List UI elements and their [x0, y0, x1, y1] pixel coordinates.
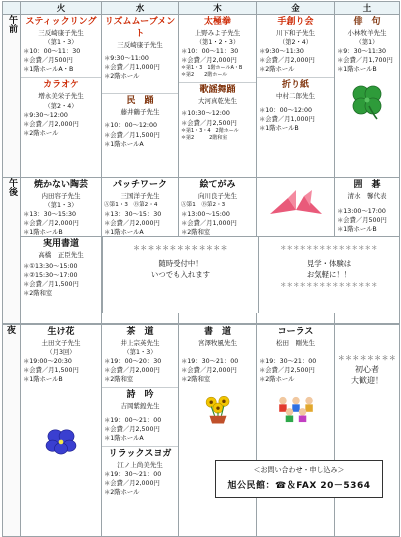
class-fee: ＊会費／月2,000円	[104, 367, 160, 375]
period-evening: 夜	[3, 325, 21, 537]
evening-wed	[102, 325, 179, 537]
class-time: ＊10:30～12:00	[181, 110, 230, 118]
class-teacher: 小林牧羊先生	[347, 29, 387, 37]
evening-thu	[179, 325, 257, 537]
class-place: ＊2階和室	[181, 376, 211, 384]
class-fee: ＊会費／月1,500円	[23, 281, 79, 289]
evening-sat	[335, 325, 400, 537]
enrollment-notice	[102, 236, 258, 313]
sunflower-pot-icon	[201, 393, 235, 425]
class-place: ＊第2 2階ホール	[181, 72, 228, 79]
class-fee: ＊会費／月1,000円	[259, 115, 315, 123]
class-time: ＊9：30～11:30	[337, 48, 387, 56]
class-fee: ＊会費／月1,700円	[337, 57, 393, 65]
class-place: ＊1階ホールB	[337, 66, 377, 74]
class-title: 囲 碁	[353, 180, 381, 190]
beginners-welcome	[335, 353, 399, 386]
class-teacher: 向川良子先生	[198, 192, 237, 200]
class-title: 太極拳	[203, 17, 231, 27]
class-title: コーラス	[277, 327, 314, 337]
class-fee: ＊会費／月500円	[23, 57, 73, 65]
class-fee: ＊会費／月500円	[337, 217, 387, 225]
class-week: Ⓐ第1 Ⓑ第2・3	[181, 202, 226, 209]
class-week: （第1・3）	[44, 202, 78, 210]
class-title: 焼かない陶芸	[33, 180, 88, 190]
class-time: ＊19:00～20:30	[23, 358, 72, 366]
class-time: ＊10：00～12:00	[259, 106, 313, 114]
class-time: ＊19：30～21：00	[181, 358, 239, 366]
class-teacher: 松田 剛先生	[276, 339, 315, 347]
class-title: 俳 句	[353, 17, 381, 27]
morning-wed	[102, 15, 179, 178]
notice-line-2: いつでも入れます	[150, 270, 211, 279]
class-teacher: 井上宗英先生	[120, 339, 160, 347]
period-morning: 午前	[3, 15, 21, 178]
class-chorus	[257, 325, 334, 385]
class-title: 茶 道	[126, 327, 154, 337]
class-time: ＊10：00～11：30	[23, 48, 81, 56]
class-place: ＊1階ホールB	[23, 229, 63, 237]
chorus-children-icon	[275, 395, 317, 423]
class-time: ＊13：30～15:30	[23, 211, 77, 219]
origami-crane-icon	[266, 188, 326, 222]
notice-line-2: お気軽に！！	[306, 270, 352, 279]
class-title: 生け花	[47, 327, 75, 337]
class-shigin	[102, 387, 178, 443]
class-time: ＊10：00～12:00	[104, 122, 158, 130]
class-place: ＊第1・3 1階ホールA・B	[181, 65, 243, 72]
class-place: ＊1階ホールB	[259, 124, 299, 132]
class-title: 手創り会	[277, 17, 314, 27]
class-title: リラックスヨガ	[108, 448, 172, 459]
class-title: 歌謡舞踊	[199, 85, 236, 96]
class-time: ＊9:30～11:30	[259, 48, 304, 56]
class-place: ＊2階ホール	[259, 66, 295, 74]
class-fee: ＊会費／月1,500円	[23, 367, 79, 375]
day-thu: 木	[179, 2, 257, 15]
class-week: （第2・4）	[278, 39, 313, 47]
class-fee: ＊会費／月2,500円	[104, 425, 160, 433]
class-teacher: 中村二郎先生	[276, 92, 315, 101]
class-teacher: 吉岡紫鍠先生	[120, 402, 160, 411]
day-wed: 水	[102, 2, 179, 15]
beginners-line: 初心者	[355, 365, 379, 374]
stars-divider: ＊＊＊＊＊＊＊＊＊＊＊＊＊	[133, 244, 228, 252]
class-fee: ＊会費／月2,500円	[181, 119, 237, 127]
class-week: （第1・3）	[44, 39, 78, 47]
class-time: ＊19：00～21：00	[104, 416, 162, 424]
class-stick-ring	[21, 15, 101, 75]
class-week: （第1・3）	[123, 349, 157, 357]
class-title: パッチワーク	[112, 180, 167, 190]
class-go	[335, 178, 399, 235]
class-practical-calligraphy	[21, 236, 101, 313]
class-fee: ＊会費／月1,000円	[181, 220, 237, 228]
class-title: リズムムーブメント	[104, 17, 176, 39]
corner-cell	[3, 2, 21, 15]
class-title: スティックリング	[25, 17, 97, 27]
class-time: ＊13:00～15:00	[181, 211, 230, 219]
notice-line-1: 随時受付中！	[158, 259, 203, 268]
class-relax-yoga	[102, 446, 178, 498]
class-tai-chi	[179, 15, 256, 80]
class-title: 実用書道	[42, 239, 79, 249]
class-place: ＊2階ホール	[104, 73, 140, 81]
class-place: ＊1階ホールA	[104, 229, 144, 237]
class-fee: ＊会費／月2,000円	[23, 220, 79, 228]
morning-thu	[179, 15, 257, 178]
class-place: ＊1階ホールA	[104, 434, 144, 442]
class-origami	[257, 77, 334, 133]
violet-flower-icon	[44, 427, 78, 455]
class-fee: ＊会費／月2,000円	[104, 480, 160, 488]
class-fee: ＊会費／月2,000円	[23, 120, 79, 128]
class-haiku	[335, 15, 399, 75]
contact-box	[215, 460, 383, 498]
class-title: 書 道	[203, 327, 231, 337]
class-time: ＊②15:30～17:00	[23, 272, 78, 280]
class-kayo-dance	[179, 82, 256, 142]
class-place: ＊2階ホール	[23, 129, 59, 137]
stars-divider: ＊＊＊＊＊＊＊＊＊＊＊＊＊＊＊	[280, 245, 378, 252]
class-place: ＊1階ホールB	[23, 376, 63, 384]
class-time: ＊①13:30～15:00	[23, 263, 78, 271]
class-place: ＊2階和室	[104, 376, 134, 384]
class-fee: ＊会費／月2,000円	[181, 367, 237, 375]
class-teacher: 三国洋子先生	[120, 192, 160, 200]
class-title: カラオケ	[43, 80, 79, 91]
class-time: ＊9:30～12:00	[23, 111, 68, 119]
day-sat: 土	[335, 2, 400, 15]
class-teacher: 江ノ上尚美先生	[117, 460, 163, 469]
class-week: （月3回）	[46, 349, 76, 357]
class-place: ＊1階ホールA・B	[23, 66, 74, 74]
visit-notice	[258, 236, 399, 313]
class-title: 民 踊	[126, 96, 154, 107]
class-time: ＊9:30～11:00	[104, 55, 149, 63]
class-teacher: 大河真乾先生	[198, 97, 237, 106]
class-ikebana	[21, 325, 101, 385]
class-place: ＊1階ホールB	[337, 226, 377, 234]
class-place: ＊2階和室	[23, 290, 53, 298]
class-place: ＊1階ホールA	[104, 140, 144, 148]
morning-tue	[21, 15, 102, 178]
class-teacher: 三反崎康子先生	[38, 29, 84, 37]
class-teacher: 土田文子先生	[41, 339, 81, 347]
welcome-line: 大歓迎！	[351, 376, 383, 385]
period-afternoon: 午後	[3, 178, 21, 324]
class-title: 絵てがみ	[199, 180, 236, 190]
class-calligraphy	[179, 325, 256, 385]
class-time: ＊19：30～21：00	[259, 358, 317, 366]
morning-fri	[257, 15, 335, 178]
class-place: ＊第1・3・4 2階ホール	[181, 127, 239, 134]
class-time: ＊19：30～21：00	[104, 470, 162, 478]
stars-divider: ＊＊＊＊＊＊＊＊＊＊＊＊＊＊＊	[280, 282, 378, 289]
class-no-kiln-pottery	[21, 178, 101, 238]
class-teacher: 上野みよ子先生	[194, 29, 241, 37]
class-teacher: 宮澤牧風先生	[198, 339, 237, 347]
class-teacher: 三反崎康子先生	[117, 41, 163, 49]
contact-heading: ＜お問い合わせ・申し込み＞	[253, 466, 345, 474]
class-fee: ＊会費／月2,500円	[259, 367, 315, 375]
day-tue: 火	[21, 2, 102, 15]
evening-fri	[257, 325, 335, 537]
class-handicraft	[257, 15, 334, 75]
class-place: ＊第2 2階和室	[181, 134, 228, 141]
class-teacher: 高橋 正臣先生	[38, 251, 84, 259]
class-title: 折り紙	[281, 80, 309, 91]
class-picture-letters	[179, 178, 256, 238]
morning-sat	[335, 15, 400, 178]
class-rhythm-movement	[102, 15, 178, 82]
class-time: ＊19：00～20：30	[104, 358, 162, 366]
day-fri: 金	[257, 2, 335, 15]
class-minyo-dance	[102, 93, 178, 149]
class-title: 詩 吟	[126, 390, 154, 401]
class-fee: ＊会費／月2,000円	[181, 57, 237, 65]
class-patchwork	[102, 178, 178, 238]
class-fee: ＊会費／月2,000円	[259, 57, 315, 65]
class-time: ＊13：30～15：30	[104, 211, 162, 219]
class-week: （第1・2・3）	[195, 39, 240, 47]
class-karaoke	[21, 77, 101, 138]
class-teacher: 清水 馨代表	[347, 192, 387, 200]
class-fee: ＊会費／月1,500円	[104, 131, 160, 139]
class-teacher: 藤井鶴子先生	[120, 108, 160, 117]
four-leaf-clover-icon	[347, 81, 387, 121]
class-place: ＊2階ホール	[104, 489, 140, 497]
class-teacher: 内田容子先生	[41, 192, 81, 200]
class-fee: ＊会費／月2,000円	[104, 220, 160, 228]
class-week: Ⓐ第1・3 Ⓑ第2・4	[104, 202, 158, 209]
class-place: ＊2階和室	[181, 229, 211, 237]
class-week: （第1）	[355, 39, 379, 47]
class-teacher: 川下和子先生	[276, 29, 315, 37]
class-time: ＊10：00～11：30	[181, 48, 239, 56]
class-week: （第2・4）	[44, 102, 78, 110]
class-teacher: 増永美栄子先生	[38, 92, 84, 101]
notice-line-1: 見学・体験は	[306, 259, 352, 268]
class-tea-ceremony	[102, 325, 178, 385]
evening-tue	[21, 325, 102, 537]
class-fee: ＊会費／月1,000円	[104, 64, 160, 72]
class-place: ＊2階ホール	[259, 376, 295, 384]
contact-phone: 旭公民館：☎＆FAX 20－5364	[227, 481, 371, 491]
class-time: ＊13:00～17:00	[337, 208, 386, 216]
stars-divider: ＊＊＊＊＊＊＊＊	[337, 354, 397, 362]
